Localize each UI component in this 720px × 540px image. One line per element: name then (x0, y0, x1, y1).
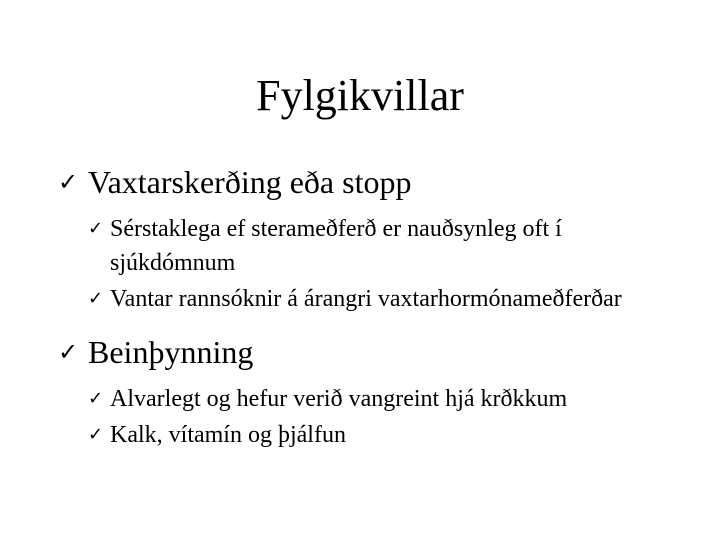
checkmark-icon: ✓ (88, 218, 104, 239)
sub-bullet-text: Kalk, vítamín og þjálfun (110, 422, 346, 448)
checkmark-icon: ✓ (88, 288, 104, 309)
sub-bullet-list (88, 382, 678, 452)
sub-bullet-item (88, 418, 678, 452)
bullet-text: Beinþynning (88, 334, 254, 370)
bullet-text: Vaxtarskerðing eða stopp (88, 164, 412, 200)
checkmark-icon: ✓ (88, 424, 104, 445)
bullet-list (58, 158, 678, 452)
sub-bullet-text: Vantar rannsóknir á árangri vaxtarhormónameðferðar (110, 286, 622, 312)
sub-bullet-item (88, 212, 678, 280)
slide-title: Fylgikvillar (256, 71, 464, 120)
sub-bullet-list (88, 212, 678, 316)
sub-bullet-text: Sérstaklega ef sterameðferð er nauðsynleg oft í sjúkdómnum (110, 216, 562, 276)
checkmark-icon: ✓ (88, 388, 104, 409)
bullet-item (58, 158, 678, 316)
checkmark-icon: ✓ (58, 338, 79, 366)
sub-bullet-text: Alvarlegt og hefur verið vangreint hjá krðkkum (110, 386, 568, 412)
sub-bullet-item (88, 282, 678, 316)
checkmark-icon: ✓ (58, 168, 79, 196)
bullet-item (58, 328, 678, 452)
sub-bullet-item (88, 382, 678, 416)
